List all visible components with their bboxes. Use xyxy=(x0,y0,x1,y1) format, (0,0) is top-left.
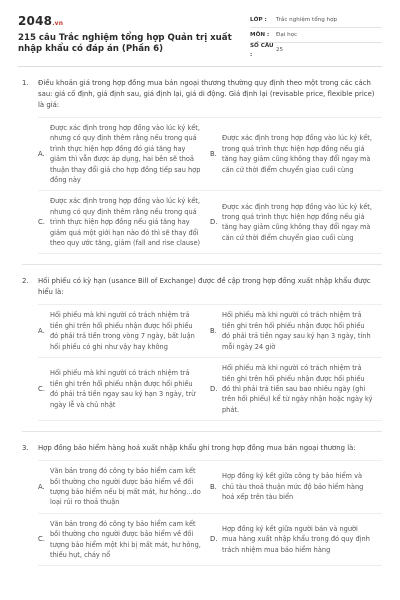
question-1 xyxy=(22,78,382,254)
answer-option-b[interactable] xyxy=(210,118,382,191)
option-text: Hối phiếu mà khi người có trách nhiệm trả tiền ghi trên hối phiếu nhận được hối phiếu đó phải trả tiền ngay sau ký hạn 3 ngày, tính mỗi ngày 24 giờ xyxy=(222,311,371,351)
meta-label: LỚP : xyxy=(250,16,267,23)
question-divider xyxy=(22,431,382,432)
option-letter: C. xyxy=(38,535,45,544)
option-letter: A. xyxy=(38,482,45,491)
option-text: Được xác định trong hợp đồng vào lúc ký kết, trong quá trình thực hiện hợp đồng nếu giá tăng hay giảm cũng không thay đổi ngay mà căn cứ thời điểm chuyển giao cuối cùng xyxy=(222,134,372,174)
option-letter: D. xyxy=(210,535,218,544)
answer-option-d[interactable] xyxy=(210,358,382,421)
question-number: 1. xyxy=(22,79,29,87)
logo-tld-text: .vn xyxy=(52,20,64,27)
option-text: Hợp đồng ký kết giữa công ty bảo hiểm và chủ tàu thoả thuận mức độ bảo hiểm hàng hoá xếp trên tàu biển xyxy=(222,472,364,502)
option-text: Văn bản trong đó công ty bảo hiểm cam kết bồi thường cho người được bảo hiểm về đối tượng bảo hiểm nếu bị mất mát, hư hỏng...do loại rủi ro thoả thuận xyxy=(50,467,201,507)
answer-option-a[interactable] xyxy=(38,118,210,191)
meta-label: MÔN : xyxy=(250,31,270,38)
option-text: Được xác định trong hợp đồng vào lúc ký kết, nhưng có quy định thêm rằng nếu trong quá trình thực hiện hợp đồng đó giá tăng hay giảm thì vẫn được áp dụng, hai bên sẽ thoả thuận thay đổi giá cho hợp đồng tiếp sau hợp đồng này xyxy=(50,124,201,185)
answer-option-b[interactable] xyxy=(210,461,382,514)
question-stem xyxy=(22,78,382,111)
document-title: 215 câu Trắc nghiệm tổng hợp Quản trị xuất nhập khẩu có đáp án (Phần 6) xyxy=(18,33,232,54)
question-number: 2. xyxy=(22,277,29,286)
header-divider xyxy=(18,66,382,67)
option-letter: A. xyxy=(38,150,45,159)
question-number: 3. xyxy=(22,444,29,453)
answer-option-b[interactable] xyxy=(210,305,382,358)
answer-option-a[interactable] xyxy=(38,461,210,514)
answer-option-c[interactable] xyxy=(38,358,210,421)
question-list xyxy=(22,78,382,572)
question-3 xyxy=(22,443,382,566)
meta-value: Trắc nghiệm tổng hợp xyxy=(276,16,338,23)
answer-option-c[interactable] xyxy=(38,191,210,254)
option-text: Văn bản trong đó công ty bảo hiểm cam kết bồi thường cho người được bảo hiểm về đối tượng bảo hiểm một khi bị mất mát, hư hỏng, thiếu hụt, cháy nổ xyxy=(50,519,201,559)
question-stem xyxy=(22,276,382,298)
question-text: Hối phiếu có kỳ hạn (usance Bill of Exchange) được đề cập trong hợp đồng xuất nhập khẩu được hiểu là: xyxy=(38,277,371,297)
meta-row-class xyxy=(250,13,382,28)
option-letter: C. xyxy=(38,218,45,227)
option-letter: C. xyxy=(38,385,45,394)
site-logo[interactable] xyxy=(18,12,63,30)
answer-option-d[interactable] xyxy=(210,191,382,254)
option-letter: A. xyxy=(38,327,45,336)
document-meta xyxy=(250,13,382,58)
question-2 xyxy=(22,276,382,421)
option-letter: B. xyxy=(210,327,217,336)
meta-value: 25 xyxy=(276,47,284,54)
question-text: Điều khoản giá trong hợp đồng mua bán ngoại thương thường quy định theo một trong các cách sau: giá cố định, giá định sau, giá định lại, giá di động. Giá định lại (revisable price, flexible price) là giá: xyxy=(38,79,375,109)
option-text: Hối phiếu mà khi người có trách nhiệm trả tiền ghi trên hối phiếu nhận được hối phiếu đó phải trả tiền trong vòng 7 ngày, bất luận hối phiếu có ghi như vậy hay không xyxy=(50,311,195,351)
meta-row-count xyxy=(250,43,382,58)
option-text: Được xác định trong hợp đồng vào lúc ký kết, nhưng có quy định thêm rằng nếu trong quá trình thực hiện hợp đồng nếu giá tăng hay giảm quá một giới hạn nào đó thì sẽ thay đổi theo quy ước tăng, giảm (fall and rise clause) xyxy=(50,197,201,248)
option-letter: D. xyxy=(210,218,218,227)
answer-options xyxy=(38,117,382,254)
page-header xyxy=(18,12,382,58)
question-text: Hợp đồng bảo hiểm hàng hoá xuất nhập khẩu ghi trong hợp đồng mua bán ngoại thương là: xyxy=(38,444,356,453)
option-letter: B. xyxy=(210,150,217,159)
meta-row-subject xyxy=(250,28,382,43)
option-letter: D. xyxy=(210,385,218,394)
meta-label: SỐ CÂU : xyxy=(250,43,274,58)
question-stem xyxy=(22,443,382,454)
option-text: Hợp đồng ký kết giữa người bán và người mua hàng xuất nhập khẩu trong đó quy định trách nhiệm mua bảo hiểm hàng xyxy=(222,524,370,554)
answer-option-c[interactable] xyxy=(38,514,210,567)
option-text: Được xác định trong hợp đồng vào lúc ký kết, trong quá trình thực hiện hợp đồng nếu giá tăng hay giảm cũng không thay đổi ngay mà căn cứ thời điểm chuyển giao cuối cùng xyxy=(222,202,372,242)
option-letter: B. xyxy=(210,482,217,491)
answer-options xyxy=(38,304,382,421)
meta-value: Đại học xyxy=(276,31,298,38)
answer-option-d[interactable] xyxy=(210,514,382,567)
answer-options xyxy=(38,460,382,566)
answer-option-a[interactable] xyxy=(38,305,210,358)
option-text: Hối phiếu mà khi người có trách nhiệm trả tiền ghi trên hối phiếu nhận được hối phiếu đó thì phải trả tiền sau bao nhiêu ngày (ghi trên hối phiếu) kể từ ngày nhận hoặc ngày ký phát. xyxy=(222,364,373,414)
option-text: Hối phiếu mà khi người có trách nhiệm trả tiền ghi trên hối phiếu nhận được hối phiếu đó phải trả tiền ngay sau ký hạn 3 ngày, trừ ngày lễ và chủ nhật xyxy=(50,369,196,409)
logo-main-text: 2048 xyxy=(18,14,53,28)
question-divider xyxy=(22,264,382,265)
